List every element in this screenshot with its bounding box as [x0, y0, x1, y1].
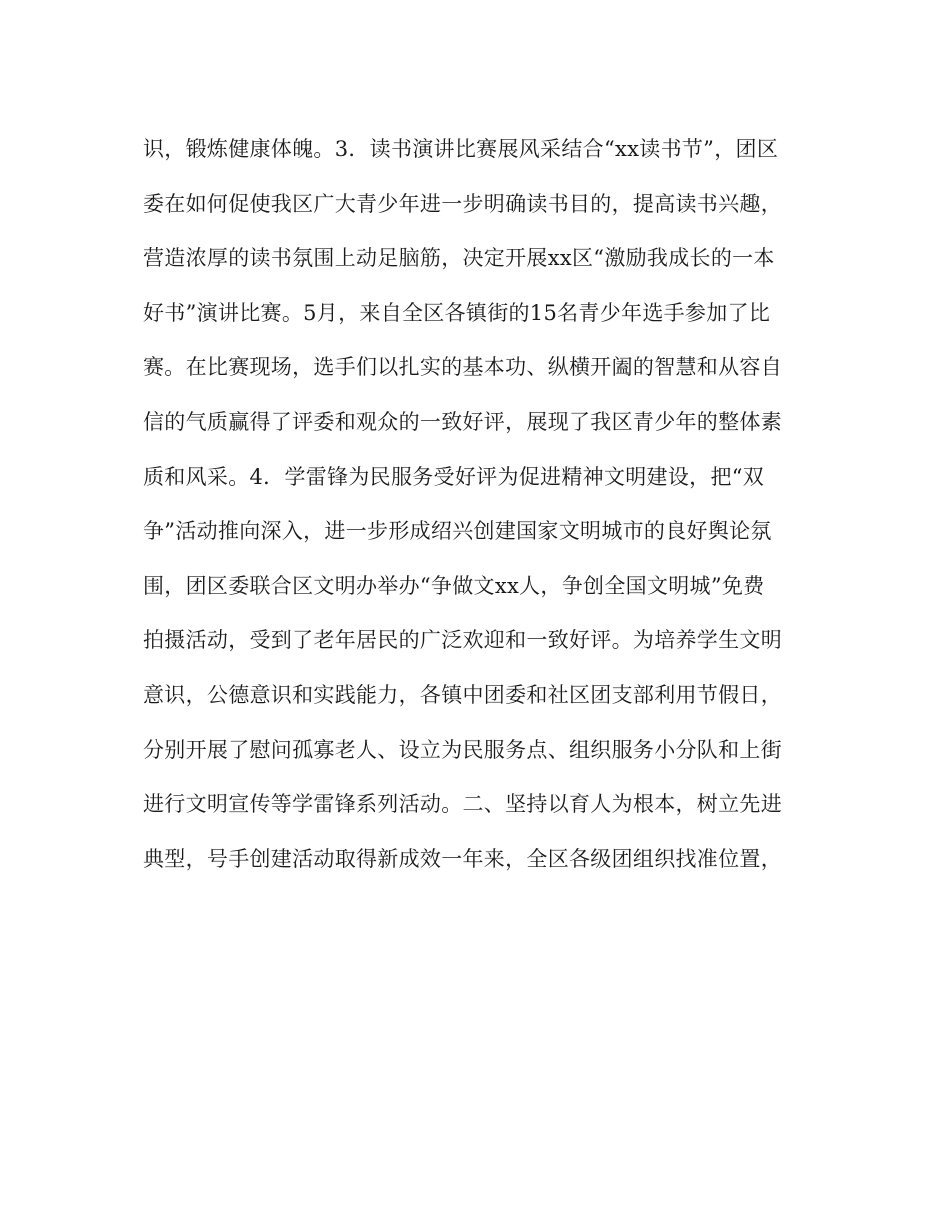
text-line: 拍摄活动，受到了老年居民的广泛欢迎和一致好评。为培养学生文明: [143, 628, 782, 653]
text-line: 意识，公德意识和实践能力，各镇中团委和社区团支部利用节假日，: [143, 682, 782, 707]
text-line: 围，团区委联合区文明办举办“争做文xx人，争创全国文明城”免费: [143, 573, 765, 598]
text-line: 质和风采。4．学雷锋为民服务受好评为促进精神文明建设，把“双: [143, 464, 765, 489]
text-line: 委在如何促使我区广大青少年进一步明确读书目的，提高读书兴趣，: [143, 191, 782, 216]
text-line: 争”活动推向深入，进一步形成绍兴创建国家文明城市的良好舆论氛: [143, 519, 772, 544]
text-line: 典型，号手创建活动取得新成效一年来，全区各级团组织找准位置，: [143, 846, 782, 871]
text-line: 进行文明宣传等学雷锋系列活动。二、坚持以育人为根本，树立先进: [143, 792, 782, 817]
text-line: 识，锻炼健康体魄。3．读书演讲比赛展风采结合“xx读书节”，团区: [143, 137, 779, 161]
body-text: [143, 122, 823, 886]
text-line: 营造浓厚的读书氛围上动足脑筋，决定开展xx区“激励我成长的一本: [143, 246, 775, 271]
text-line: 信的气质赢得了评委和观众的一致好评，展现了我区青少年的整体素: [143, 409, 782, 434]
text-line: 分别开展了慰问孤寡老人、设立为民服务点、组织服务小分队和上街: [143, 737, 782, 762]
text-line: 赛。在比赛现场，选手们以扎实的基本功、纵横开阖的智慧和从容自: [143, 355, 782, 380]
text-line: 好书”演讲比赛。5月，来自全区各镇街的15名青少年选手参加了比: [143, 300, 771, 325]
